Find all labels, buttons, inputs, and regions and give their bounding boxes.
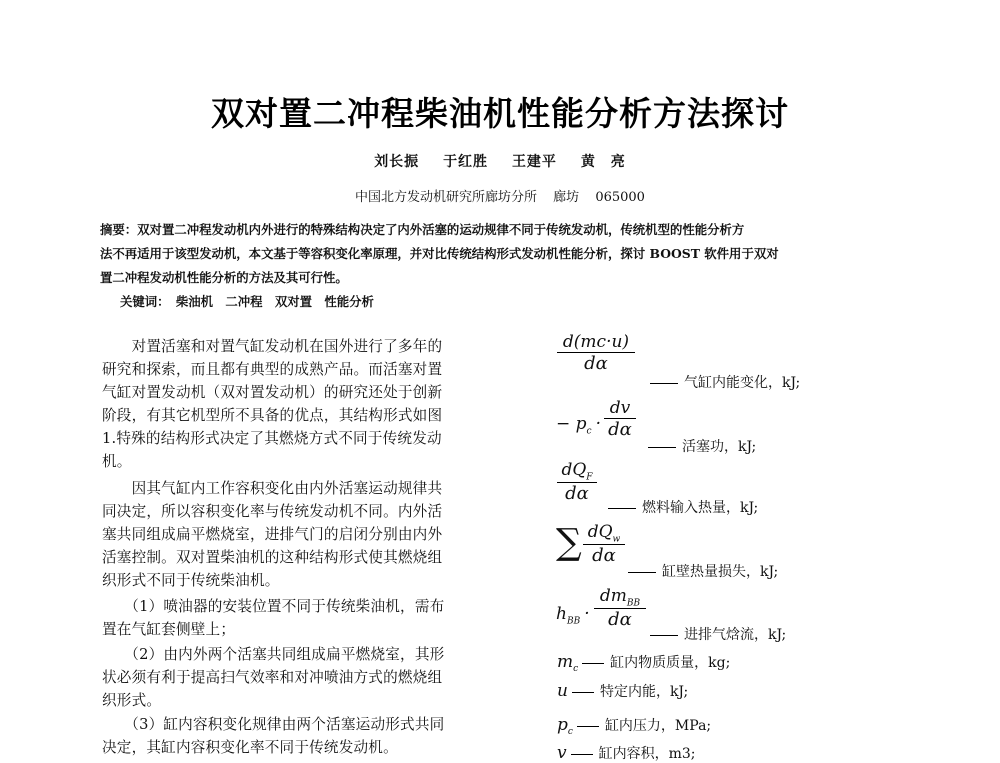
affiliation-org: 中国北方发动机研究所廊坊分所	[355, 190, 538, 205]
body-line: 1.特殊的结构形式决定了其燃烧方式不同于传统发动	[102, 430, 442, 447]
body-line: （2）由内外两个活塞共同组成扁平燃烧室，其形	[102, 646, 445, 663]
body-line: 机。	[102, 453, 132, 470]
numerator: $dQ_F$	[561, 460, 593, 483]
formula-label: 进排气焓流，kJ;	[650, 624, 786, 644]
sum-symbol: ∑	[556, 522, 582, 563]
abstract-line: 摘要：双对置二冲程发动机内外进行的特殊结构决定了内外活塞的运动规律不同于传统发动机，传统机型的性能分析方	[100, 222, 745, 237]
affiliation	[0, 186, 1000, 205]
body-line: 置在气缸套侧壁上；	[102, 621, 236, 638]
fraction	[583, 522, 625, 566]
keywords-label: 关键词：	[120, 294, 170, 309]
symbol-definition: v 缸内容积，m3;	[557, 743, 696, 763]
author-name: 于红胜	[443, 154, 489, 170]
body-line: 织形式不同于传统柴油机。	[102, 572, 280, 589]
fraction	[604, 398, 636, 440]
formula-prefix: $h_{BB}$ ·	[556, 604, 590, 627]
author-name: 黄 亮	[580, 154, 626, 170]
dash-line	[608, 508, 636, 509]
formula-label: 燃料输入热量，kJ;	[608, 497, 758, 517]
body-line: （3）缸内容积变化规律由两个活塞运动形式共同	[102, 716, 445, 733]
abstract-label: 摘要：	[100, 222, 138, 237]
symbol-definition: $m_c$ 缸内物质质量，kg;	[557, 652, 731, 674]
fraction	[594, 586, 646, 630]
denominator: dα	[557, 352, 635, 374]
symbol-definition: $p_c$ 缸内压力，MPa;	[557, 715, 712, 737]
keyword: 性能分析	[324, 294, 374, 309]
denominator: dα	[604, 418, 636, 440]
keyword: 双对置	[274, 294, 313, 309]
numerator: d(mc·u)	[562, 332, 630, 352]
keywords	[120, 292, 382, 310]
dash-line	[648, 447, 676, 448]
dash-line	[650, 635, 678, 636]
abstract-line: 置二冲程发动机性能分析的方法及其可行性。	[100, 270, 348, 285]
body-line: 同决定，所以容积变化率与传统发动机不同。内外活	[102, 503, 443, 520]
formula-prefix: − $p_c$ ·	[556, 414, 601, 437]
author-name: 刘长振	[374, 154, 420, 170]
numerator: $dm_{BB}$	[599, 586, 641, 609]
numerator: dv	[609, 398, 631, 418]
body-line: 气缸对置发动机（双对置发动机）的研究还处于创新	[102, 384, 443, 401]
numerator: $dQ_w$	[587, 522, 621, 545]
dash-line	[572, 692, 594, 693]
affiliation-postcode: 065000	[595, 190, 645, 205]
denominator: dα	[583, 544, 625, 566]
abstract-line: 法不再适用于该型发动机，本文基于等容积变化率原理，并对比传统结构形式发动机性能分析，探讨 BOOST 软件用于双对	[100, 246, 779, 261]
keyword: 柴油机	[175, 294, 214, 309]
body-line: 研究和探索，而且都有典型的成熟产品。而活塞对置	[102, 361, 443, 378]
keyword: 二冲程	[225, 294, 263, 309]
denominator: dα	[594, 608, 646, 630]
body-line: （1）喷油器的安装位置不同于传统柴油机，需布	[102, 598, 445, 615]
body-line: 对置活塞和对置气缸发动机在国外进行了多年的	[102, 338, 443, 355]
body-line: 阶段，有其它机型所不具备的优点，其结构形式如图	[102, 407, 443, 424]
dash-line	[650, 383, 678, 384]
body-line: 塞共同组成扁平燃烧室，进排气门的启闭分别由内外	[102, 526, 443, 543]
body-line: 决定，其缸内容积变化率不同于传统发动机。	[102, 739, 398, 756]
formula-label: 缸壁热量损失，kJ;	[628, 561, 778, 581]
body-line: 织形式。	[102, 692, 162, 709]
fraction	[557, 460, 597, 504]
formula-label: 气缸内能变化，kJ;	[650, 372, 800, 392]
affiliation-city: 廊坊	[553, 190, 580, 205]
dash-line	[577, 726, 599, 727]
body-line: 活塞控制。双对置柴油机的这种结构形式使其燃烧组	[102, 549, 443, 566]
fraction	[557, 332, 635, 374]
formula-label: 活塞功，kJ;	[648, 436, 756, 456]
paper-title: 双对置二冲程柴油机性能分析方法探讨	[211, 94, 789, 133]
author-list	[0, 151, 1000, 171]
dash-line	[628, 572, 656, 573]
dash-line	[582, 663, 604, 664]
dash-line	[571, 754, 593, 755]
body-line: 因其气缸内工作容积变化由内外活塞运动规律共	[102, 480, 443, 497]
body-line: 状必须有利于提高扫气效率和对冲喷油方式的燃烧组	[102, 669, 443, 686]
symbol-definition: u 特定内能，kJ;	[557, 681, 689, 701]
denominator: dα	[557, 482, 597, 504]
author-name: 王建平	[511, 154, 557, 170]
